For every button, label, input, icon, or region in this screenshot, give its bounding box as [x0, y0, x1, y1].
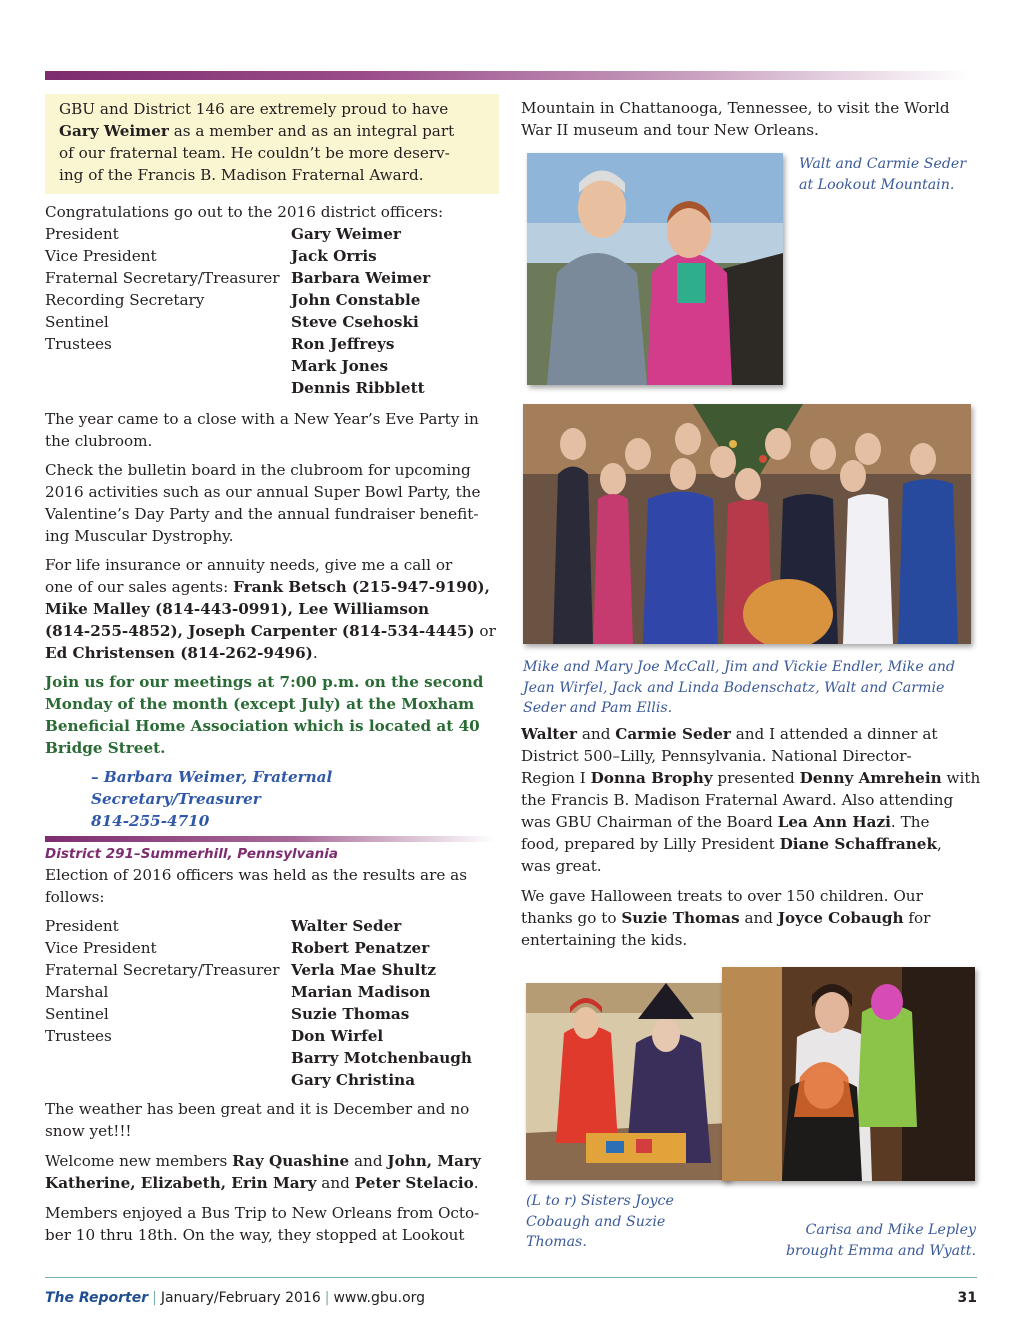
photo-group	[523, 404, 971, 644]
caption-group: Mike and Mary Joe McCall, Jim and Vickie Endler, Mike and Jean Wirfel, Jack and Linda Bodenschatz, Walt and Carmie Seder and Pam Ellis.	[523, 659, 955, 716]
intro-line: ing of the Francis B. Madison Fraternal Award.	[59, 166, 424, 184]
officer-role: President	[45, 917, 119, 935]
paragraph-bulletin: Check the bulletin board in the clubroom for upcoming 2016 activities such as our annual Super Bowl Party, the Valentine’s Day Party and the annual fundraiser benefit- ing Muscular Dystrophy.	[45, 461, 481, 545]
officer-name: Gary Christina	[291, 1071, 416, 1089]
d146-body	[45, 408, 500, 832]
officer-name: Marian Madison	[291, 983, 431, 1001]
right-body	[521, 723, 981, 951]
officer-name: Verla Mae Shultz	[291, 961, 437, 979]
officer-role: Marshal	[45, 983, 109, 1001]
officer-name: Don Wirfel	[291, 1027, 384, 1045]
officer-name: Barry Motchenbaugh	[291, 1049, 472, 1067]
paragraph-weather: The weather has been great and it is December and no snow yet!!!	[45, 1100, 470, 1140]
officer-row	[45, 289, 430, 311]
photo-lepley	[722, 967, 975, 1181]
issue-date: January/February 2016	[160, 1290, 321, 1306]
d146-congrats: Congratulations go out to the 2016 district officers:	[45, 203, 444, 221]
caption-lookout: Walt and Carmie Seder at Lookout Mountain.	[799, 156, 967, 193]
paragraph-election: Election of 2016 officers was held as the results are as follows:	[45, 866, 468, 906]
officer-role	[45, 1047, 291, 1069]
officer-row	[45, 355, 430, 377]
footer-divider	[45, 1277, 977, 1278]
website-link[interactable]: www.gbu.org	[333, 1290, 426, 1306]
officer-name: Ron Jeffreys	[291, 335, 395, 353]
officer-role: Sentinel	[45, 1005, 109, 1023]
officer-name: Steve Csehoski	[291, 313, 419, 331]
officer-row	[45, 1025, 472, 1047]
officer-name: Jack Orris	[291, 247, 377, 265]
d291-section	[45, 844, 500, 1246]
paragraph-year-end: The year came to a close with a New Year’s Eve Party in the clubroom.	[45, 410, 479, 450]
paragraph-halloween: We gave Halloween treats to over 150 children. Our thanks go to Suzie Thomas and Joyce Cobaugh for entertaining the kids.	[521, 887, 931, 949]
d146-section	[45, 201, 500, 399]
paragraph-bus-trip: Members enjoyed a Bus Trip to New Orleans from Octo- ber 10 thru 18th. On the way, they stopped at Lookout	[45, 1204, 480, 1244]
officer-row	[45, 915, 472, 937]
page-footer: The Reporter | January/February 2016 | www.gbu.org 31	[45, 1287, 977, 1307]
paragraph-insurance: For life insurance or annuity needs, give me a call or one of our sales agents: Frank Betsch (215-947-9190), Mike Malley (814-443-0991), Lee Williamson (814-255-4852), Joseph Carpenter (814-534-4445) or Ed Christensen (814-262-9496).	[45, 556, 496, 662]
officer-role: Trustees	[45, 335, 112, 353]
intro-line: of our fraternal team. He couldn’t be more deserv-	[59, 144, 450, 162]
officer-role: Trustees	[45, 1027, 112, 1045]
d291-officers-table	[45, 915, 472, 1091]
officer-row	[45, 1069, 472, 1091]
officer-row	[45, 959, 472, 981]
top-divider	[45, 71, 971, 80]
officer-row	[45, 377, 430, 399]
officer-role	[45, 355, 291, 377]
d146-officers-table	[45, 223, 430, 399]
officer-role: Vice President	[45, 247, 157, 265]
officer-row	[45, 245, 430, 267]
intro-line: GBU and District 146 are extremely proud to have	[59, 100, 449, 118]
meeting-notice: Join us for our meetings at 7:00 p.m. on the second Monday of the month (except July) at the Moxham Beneficial Home Association which is located at 40 Bridge Street.	[45, 673, 484, 757]
intro-line: Gary Weimer as a member and as an integral part	[59, 122, 455, 140]
officer-role: Recording Secretary	[45, 291, 205, 309]
officer-name: Walter Seder	[291, 917, 402, 935]
district-divider	[45, 836, 495, 842]
officer-row	[45, 333, 430, 355]
officer-row	[45, 267, 430, 289]
officer-role: Fraternal Secretary/Treasurer	[45, 961, 280, 979]
officer-role	[45, 377, 291, 399]
paragraph-dinner: Walter and Carmie Seder and I attended a dinner at District 500–Lilly, Pennsylvania. National Director- Region I Donna Brophy presented Denny Amrehein with the Francis B. Madison Fraternal Award. Also attending was GBU Chairman of the Board Lea Ann Hazi. The food, prepared by Lilly President Diane Schaffranek, was great.	[521, 725, 981, 875]
officer-row	[45, 223, 430, 245]
officer-name: Robert Penatzer	[291, 939, 430, 957]
intro-callout	[45, 94, 499, 194]
officer-role: Vice President	[45, 939, 157, 957]
signature: – Barbara Weimer, Fraternal Secretary/Treasurer 814-255-4710	[91, 768, 333, 830]
officer-row	[45, 981, 472, 1003]
officer-name: Suzie Thomas	[291, 1005, 410, 1023]
caption-sisters: (L to r) Sisters Joyce Cobaugh and Suzie Thomas.	[526, 1193, 674, 1250]
photo-sisters	[526, 983, 730, 1180]
photo-lookout-mountain	[527, 153, 783, 385]
officer-name: Dennis Ribblett	[291, 379, 425, 397]
officer-row	[45, 1047, 472, 1069]
officer-name: Gary Weimer	[291, 225, 401, 243]
officer-role: Fraternal Secretary/Treasurer	[45, 269, 280, 287]
officer-name: John Constable	[291, 291, 421, 309]
publication-name: The Reporter	[45, 1290, 149, 1306]
officer-name: Mark Jones	[291, 357, 389, 375]
officer-role	[45, 1069, 291, 1091]
district-heading: District 291–Summerhill, Pennsylvania	[45, 846, 338, 862]
officer-row	[45, 311, 430, 333]
officer-role: Sentinel	[45, 313, 109, 331]
paragraph-mountain: Mountain in Chattanooga, Tennessee, to visit the World War II museum and tour New Orleans.	[521, 99, 950, 139]
officer-name: Barbara Weimer	[291, 269, 431, 287]
page-number: 31	[957, 1290, 977, 1306]
officer-role: President	[45, 225, 119, 243]
officer-row	[45, 1003, 472, 1025]
caption-lepley: Carisa and Mike Lepley brought Emma and Wyatt.	[785, 1222, 976, 1259]
paragraph-welcome: Welcome new members Ray Quashine and John, Mary Katherine, Elizabeth, Erin Mary and Peter Stelacio.	[45, 1152, 481, 1192]
officer-row	[45, 937, 472, 959]
